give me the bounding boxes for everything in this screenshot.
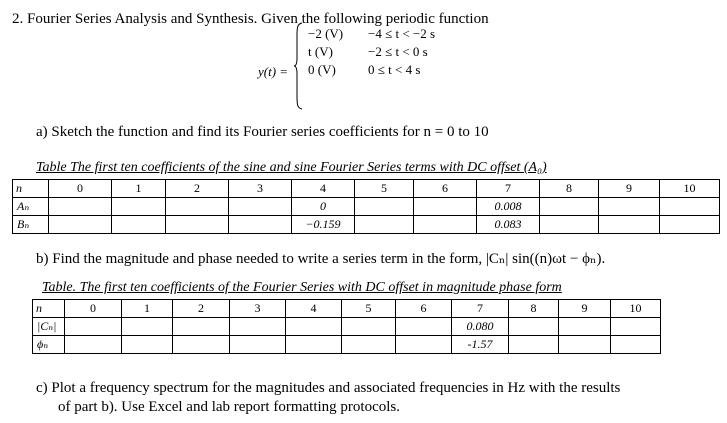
header-n: n (33, 300, 65, 318)
table-row (33, 336, 661, 354)
left-brace-icon (293, 22, 303, 110)
table-cell (122, 318, 173, 336)
header-cell: 1 (112, 180, 166, 198)
piece-condition: −4 ≤ t < −2 s (368, 26, 436, 41)
part-c-text-line2: of part b). Use Excel and lab report formatting protocols. (58, 399, 400, 415)
header-cell: 7 (477, 180, 540, 198)
table-cell (229, 198, 292, 216)
table-cell (396, 336, 452, 354)
table-cell (49, 198, 112, 216)
table-cell: -1.57 (452, 336, 509, 354)
header-cell: 9 (599, 180, 660, 198)
header-cell: 9 (559, 300, 611, 318)
table-cell (599, 198, 660, 216)
function-piece (308, 44, 428, 60)
table-cell (230, 336, 286, 354)
header-cell: 8 (509, 300, 559, 318)
table-cell (414, 198, 477, 216)
table-cell (509, 318, 559, 336)
piece-value: t (V) (308, 44, 333, 59)
table-cell: 0.083 (477, 216, 540, 234)
table-header-row (13, 180, 720, 198)
table-cell (355, 198, 414, 216)
table-cell (112, 216, 166, 234)
table-cell (342, 318, 396, 336)
table-row (33, 318, 661, 336)
row-label-phin: ϕₙ (33, 336, 65, 354)
header-cell: 0 (65, 300, 122, 318)
magnitude-phase-table (32, 299, 661, 354)
table-cell (611, 336, 661, 354)
part-b-text: b) Find the magnitude and phase needed to write a series term in the form, |Cₙ| sin((n)ωt − ϕₙ). (36, 251, 606, 267)
part-c-text-line1: c) Plot a frequency spectrum for the magnitudes and associated frequencies in Hz with the results (36, 380, 621, 396)
table-cell: 0 (292, 198, 355, 216)
header-cell: 0 (49, 180, 112, 198)
table-cell (355, 216, 414, 234)
header-cell: 3 (230, 300, 286, 318)
table-cell (509, 336, 559, 354)
header-cell: 5 (355, 180, 414, 198)
table-cell (230, 318, 286, 336)
row-label-cn: |Cₙ| (33, 318, 65, 336)
table-cell (286, 336, 342, 354)
table-cell (49, 216, 112, 234)
table-cell (229, 216, 292, 234)
table-cell (166, 216, 229, 234)
table-cell (65, 336, 122, 354)
table-cell (559, 318, 611, 336)
table-cell (112, 198, 166, 216)
table-cell: 0.008 (477, 198, 540, 216)
table-cell (660, 198, 720, 216)
header-cell: 5 (342, 300, 396, 318)
piece-condition: −2 ≤ t < 0 s (368, 44, 428, 59)
header-cell: 7 (452, 300, 509, 318)
table-cell (166, 198, 229, 216)
table-cell (122, 336, 173, 354)
piece-value: −2 (V) (308, 26, 344, 41)
table-cell (660, 216, 720, 234)
row-label-an: Aₙ (13, 198, 49, 216)
row-label-bn: Bₙ (13, 216, 49, 234)
table-row (13, 198, 720, 216)
table-cell (540, 216, 599, 234)
header-cell: 2 (173, 300, 230, 318)
header-n: n (13, 180, 49, 198)
header-cell: 10 (660, 180, 720, 198)
function-lhs: y(t) = (258, 64, 289, 79)
table-cell (396, 318, 452, 336)
table-cell (173, 318, 230, 336)
table-row (13, 216, 720, 234)
piece-condition: 0 ≤ t < 4 s (368, 62, 421, 77)
part-a-text: a) Sketch the function and find its Fourier series coefficients for n = 0 to 10 (36, 124, 489, 140)
piece-value: 0 (V) (308, 62, 336, 77)
coefficients-table (12, 179, 720, 234)
header-cell: 6 (414, 180, 477, 198)
table-cell: 0.080 (452, 318, 509, 336)
header-cell: 1 (122, 300, 173, 318)
table-cell (342, 336, 396, 354)
table-cell (286, 318, 342, 336)
table-cell (65, 318, 122, 336)
header-cell: 2 (166, 180, 229, 198)
header-cell: 6 (396, 300, 452, 318)
header-cell: 8 (540, 180, 599, 198)
table-cell (540, 198, 599, 216)
function-piece (308, 26, 436, 42)
function-piece (308, 62, 421, 78)
table-cell (173, 336, 230, 354)
table1-caption: Table The first ten coefficients of the sine and sine Fourier Series terms with DC offset (A₀) (36, 160, 547, 175)
problem-title: 2. Fourier Series Analysis and Synthesis. Given the following periodic function (12, 11, 489, 27)
header-cell: 10 (611, 300, 661, 318)
table-cell: −0.159 (292, 216, 355, 234)
header-cell: 4 (286, 300, 342, 318)
header-cell: 4 (292, 180, 355, 198)
table-cell (599, 216, 660, 234)
table-cell (559, 336, 611, 354)
table-cell (414, 216, 477, 234)
header-cell: 3 (229, 180, 292, 198)
table-header-row (33, 300, 661, 318)
table2-caption: Table. The first ten coefficients of the Fourier Series with DC offset in magnitude phase form (42, 280, 562, 295)
table-cell (611, 318, 661, 336)
